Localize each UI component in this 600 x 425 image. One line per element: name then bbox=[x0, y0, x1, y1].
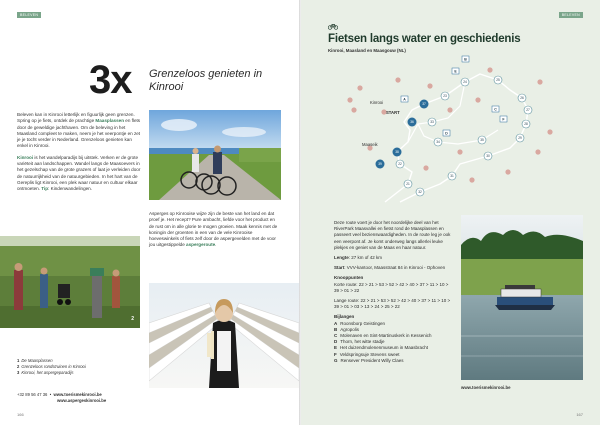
route-title: Fietsen langs water en geschiedenis bbox=[328, 33, 521, 45]
svg-text:25: 25 bbox=[496, 78, 500, 82]
route-subtitle: Kinrooi, Maasland en Maasgouw (NL) bbox=[328, 48, 406, 53]
caption-item: 3 Kinrooi, het aspergeparadijs bbox=[17, 370, 74, 376]
svg-text:39: 39 bbox=[378, 162, 382, 166]
svg-text:23: 23 bbox=[443, 94, 447, 98]
walkers-photo bbox=[0, 236, 140, 328]
left-body-text bbox=[17, 112, 141, 198]
walking-paragraph: Kinrooi is het wandelparadijs bij uitstek. Verken er de grote variëteit aan landschappen. Wandel langs de Maasoevers in het gezelschap van de grote grazers of laat je verleiden door de natuurrijkheid van de natuurgebieden. In het hart van de Gereplis ligt Kinrooi, een plek waar natuur en cultuur elkaar ontmoeten. Tip: Kindenwandelingen. bbox=[17, 154, 141, 192]
svg-text:B: B bbox=[464, 57, 467, 62]
svg-text:33: 33 bbox=[430, 120, 434, 124]
svg-text:38: 38 bbox=[395, 150, 399, 154]
bijlage-item: F Veldspringsuje Stevens sweet bbox=[334, 351, 400, 357]
bijlage-item: D Thorn, het witte stadje bbox=[334, 339, 385, 345]
svg-text:37: 37 bbox=[422, 102, 426, 106]
website-link[interactable]: www.toerismekinrooi.be bbox=[53, 392, 102, 397]
contact-info: +32 89 56 47 36 • www.toerismekinrooi.be www.aspergeskinrooi.be bbox=[17, 392, 107, 403]
intro-paragraph: Beleven kan in Kinrooi letterlijk en figuurlijk geen grenzen. Spring op je fiets, ontdek de prachtige Maasplassen en flets door de geweldige jachthaven. Om de beleving in het Maasland compleet te maken, neem je het veerpontje en zet je je tocht verder in Nederland. Grenzeloos genieten kan enkel in Kinrooi. bbox=[17, 112, 141, 149]
caption-item: 1 De Maasplassen bbox=[17, 358, 53, 363]
short-route: Korte route: 22 > 21 > 53 > 52 > 42 > 40 > 37 > 11 > 10 > 39 > 01 > 22 bbox=[334, 281, 449, 293]
svg-text:35: 35 bbox=[480, 138, 484, 142]
svg-text:32: 32 bbox=[418, 190, 422, 194]
phone-number: +32 89 56 47 36 bbox=[17, 392, 48, 397]
page-number-right: 167 bbox=[576, 412, 583, 417]
bijlage-item: G Rensever President Willy Claes bbox=[334, 357, 404, 363]
route-map bbox=[300, 52, 600, 212]
caption-item: 2 Grenzeloos rondstruinen in Kinrooi bbox=[17, 364, 86, 370]
svg-text:29: 29 bbox=[518, 136, 522, 140]
long-route: Lange route: 22 > 21 > 53 > 52 > 42 > 40 > 37 > 11 > 10 > 39 > 01 > 03 > 13 > 24 > 25 > 22 bbox=[334, 298, 451, 310]
svg-text:C: C bbox=[494, 107, 497, 112]
bicycle-icon bbox=[328, 23, 338, 30]
svg-text:27: 27 bbox=[526, 108, 530, 112]
svg-text:28: 28 bbox=[524, 122, 528, 126]
svg-text:24: 24 bbox=[463, 80, 467, 84]
route-start: Start: VVV-kantoor, Maasstraat 84 in Kinrooi - Ophoven bbox=[334, 265, 446, 271]
svg-text:22: 22 bbox=[398, 162, 402, 166]
big-number: 3x bbox=[89, 58, 132, 102]
svg-text:A: A bbox=[403, 97, 406, 102]
map-label-start: START bbox=[386, 110, 400, 115]
bijlage-item: C Molenaven en Sint-Martinuskerk in Kessenich bbox=[334, 333, 432, 339]
svg-text:36: 36 bbox=[410, 120, 414, 124]
route-description bbox=[334, 220, 454, 364]
section-tag: BELEVEN bbox=[17, 12, 41, 18]
svg-text:E: E bbox=[454, 69, 457, 74]
page-number-left: 166 bbox=[17, 412, 24, 417]
svg-text:31: 31 bbox=[450, 174, 454, 178]
asparagus-paragraph: Asperges op Kinrooise wijze zijn de beste van het land en dat proef je. Het recept? Pure ambacht, liefde voor het product en de rust om in alle glorie te mogen groeien. Maak kennis met de koningin der groenten in een van de vele Kinrooise hoeveswinkels of fiets zelf door de aspergevelden met de voor jou uitgestippelde aspergeroute. bbox=[149, 211, 278, 248]
svg-text:F: F bbox=[502, 117, 505, 122]
ferry-photo bbox=[461, 215, 583, 380]
svg-text:34: 34 bbox=[436, 140, 440, 144]
route-length: Lengte: 27 km of 42 km bbox=[334, 255, 383, 261]
svg-text:26: 26 bbox=[520, 96, 524, 100]
bijlagen-heading: Bijlangen bbox=[334, 314, 355, 320]
website-link-right[interactable]: www.toerismekinrooi.be bbox=[461, 385, 511, 390]
svg-text:30: 30 bbox=[486, 154, 490, 158]
svg-text:21: 21 bbox=[406, 182, 410, 186]
bijlage-item: E Het duizendmolenenmuseum in Maasbracht bbox=[334, 345, 429, 351]
svg-text:D: D bbox=[445, 131, 448, 136]
website-link-asparagus[interactable]: www.aspergeskinrooi.be bbox=[57, 398, 107, 403]
photo-captions bbox=[17, 358, 86, 377]
knooppunten-heading: Knooppunten bbox=[334, 275, 364, 281]
route-intro: Deze route voert je door het noordelijke deel van het RiverPark Maasvallei en fietst rond de Maasplassen en passeert veel bezienswaardigheden. In de route leg je ook een veerpont af. Je komt onderweg langs allerlei leuke plekjes en geniet van de Maas en haar natuur. bbox=[334, 220, 451, 250]
map-label-kinrooi: Kinrooi bbox=[370, 100, 384, 105]
headline: Grenzeloos genieten in Kinrooi bbox=[149, 68, 263, 93]
section-tag-right: BELEVEN bbox=[559, 12, 583, 18]
map-label-maaseik: Maaseik bbox=[362, 142, 378, 147]
cyclists-photo bbox=[149, 110, 281, 200]
photo-badge: 2 bbox=[131, 316, 134, 322]
bijlage-item: B Agropolis bbox=[334, 326, 360, 332]
bijlage-item: A Roonsborp Geistingen bbox=[334, 320, 386, 326]
asparagus-photo bbox=[149, 283, 299, 388]
